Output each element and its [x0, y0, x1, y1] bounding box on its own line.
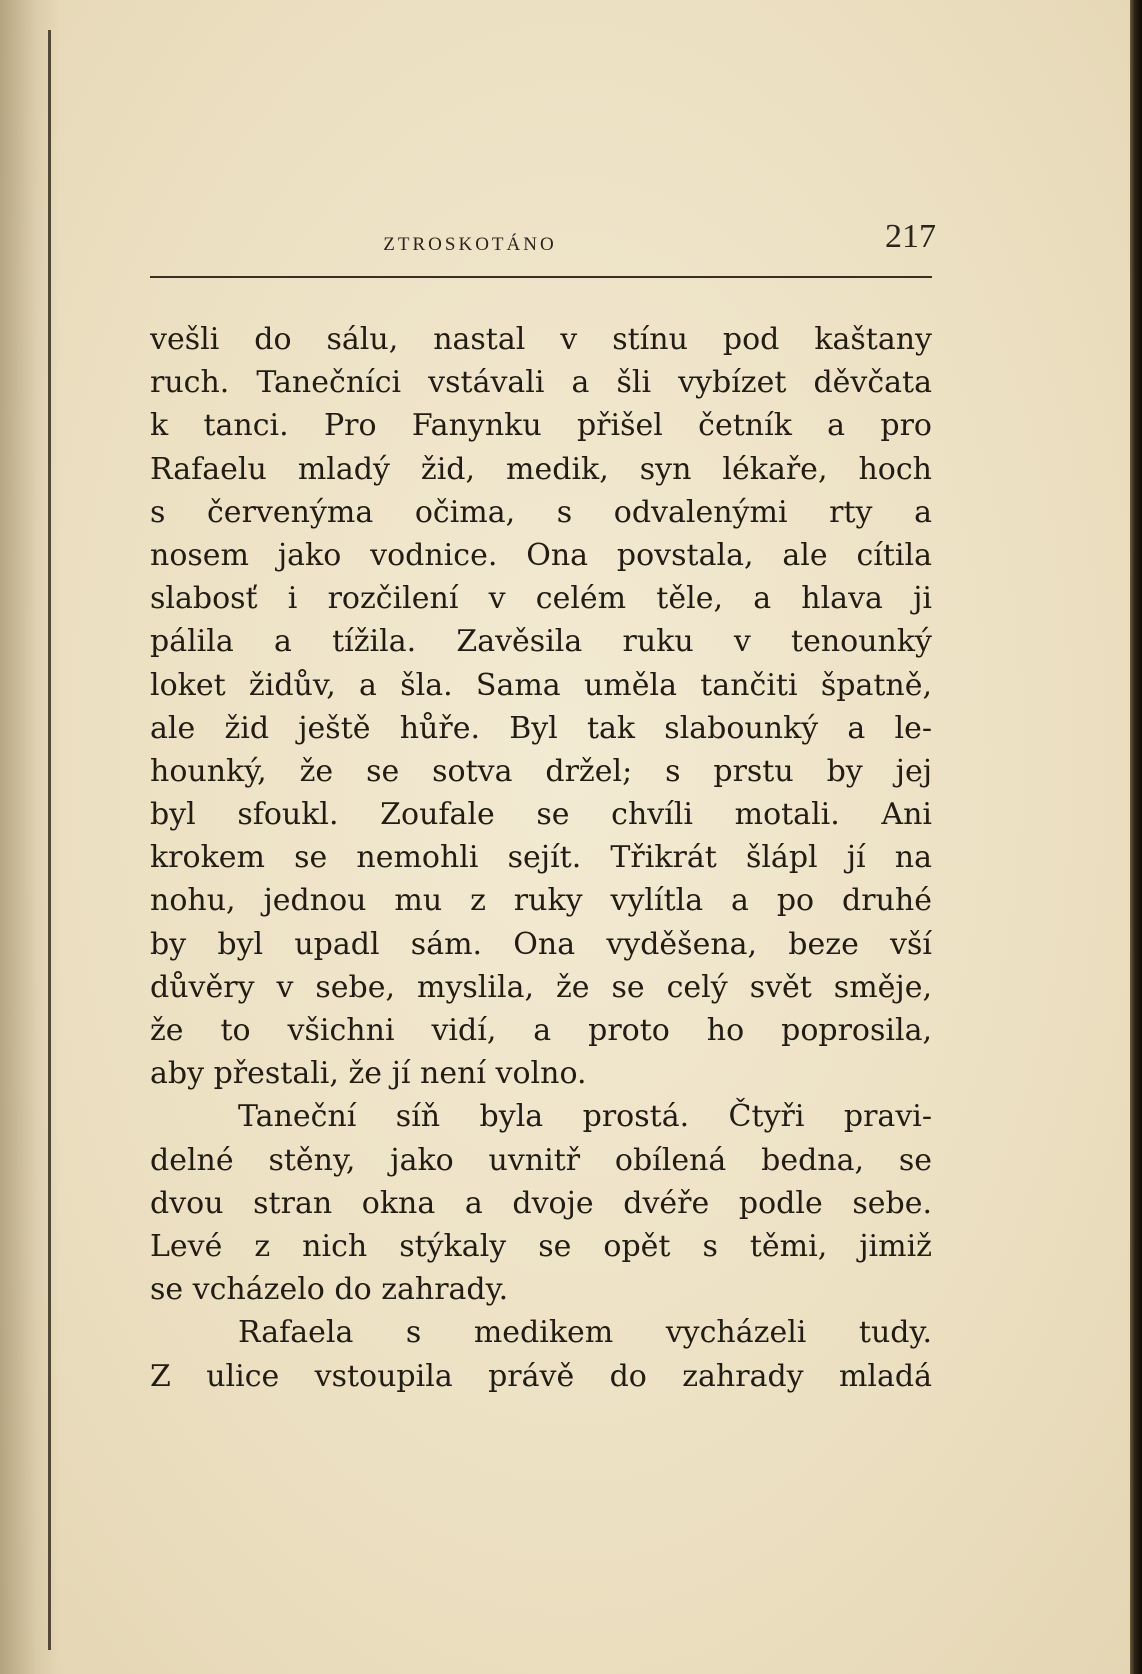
text-line: Rafaelu mladý žid, medik, syn lékaře, hoch: [150, 451, 932, 487]
text-line: důvěry v sebe, myslila, že se celý svět směje,: [150, 969, 932, 1005]
text-line: se vcházelo do zahrady.: [150, 1272, 509, 1308]
text-line: pálila a tížila. Zavěsila ruku v tenounký: [150, 624, 932, 660]
text-line: delné stěny, jako uvnitř obílená bedna, se: [150, 1142, 932, 1178]
text-line: by byl upadl sám. Ona vyděšena, beze vší: [150, 926, 932, 962]
running-title: ZTROSKOTÁNO: [383, 234, 557, 255]
text-line: slabosť i rozčilení v celém těle, a hlava ji: [150, 581, 932, 617]
text-line: krokem se nemohli sejít. Třikrát šlápl jí na: [150, 840, 932, 876]
header-rule: [150, 276, 932, 278]
text-line: ale žid ještě hůře. Byl tak slabounký a le-: [150, 710, 932, 746]
gutter-line: [48, 30, 51, 1650]
text-line: nohu, jednou mu z ruky vylítla a po druhé: [150, 883, 932, 919]
text-line: loket židův, a šla. Sama uměla tančiti špatně,: [150, 667, 932, 703]
text-line: aby přestali, že jí není volno.: [150, 1056, 587, 1092]
gutter-shadow: [0, 0, 60, 1674]
page-edge: [1130, 0, 1142, 1674]
text-line: k tanci. Pro Fanynku přišel četník a pro: [150, 408, 932, 444]
text-line: Rafaela s medikem vycházeli tudy.: [238, 1315, 932, 1351]
text-line: Taneční síň byla prostá. Čtyři pravi-: [238, 1099, 932, 1135]
text-line: Z ulice vstoupila právě do zahrady mladá: [150, 1358, 932, 1394]
text-line: s červenýma očima, s odvalenými rty a: [150, 494, 932, 530]
text-line: hounký, že se sotva držel; s prstu by jej: [150, 753, 932, 789]
text-line: že to všichni vidí, a proto ho poprosila,: [150, 1013, 932, 1048]
text-line: Levé z nich stýkaly se opět s těmi, jimiž: [150, 1228, 932, 1264]
body-text: [150, 318, 932, 1398]
text-line: nosem jako vodnice. Ona povstala, ale cítila: [150, 537, 932, 573]
page-header: [150, 218, 940, 268]
text-line: vešli do sálu, nastal v stínu pod kaštany: [150, 322, 932, 357]
text-line: byl sfoukl. Zoufale se chvíli motali. Ani: [150, 797, 932, 833]
text-line: dvou stran okna a dvoje dvéře podle sebe.: [150, 1185, 932, 1221]
page-number: 217: [885, 218, 936, 255]
text-line: ruch. Tanečníci vstávali a šli vybízet děvčata: [150, 365, 932, 401]
